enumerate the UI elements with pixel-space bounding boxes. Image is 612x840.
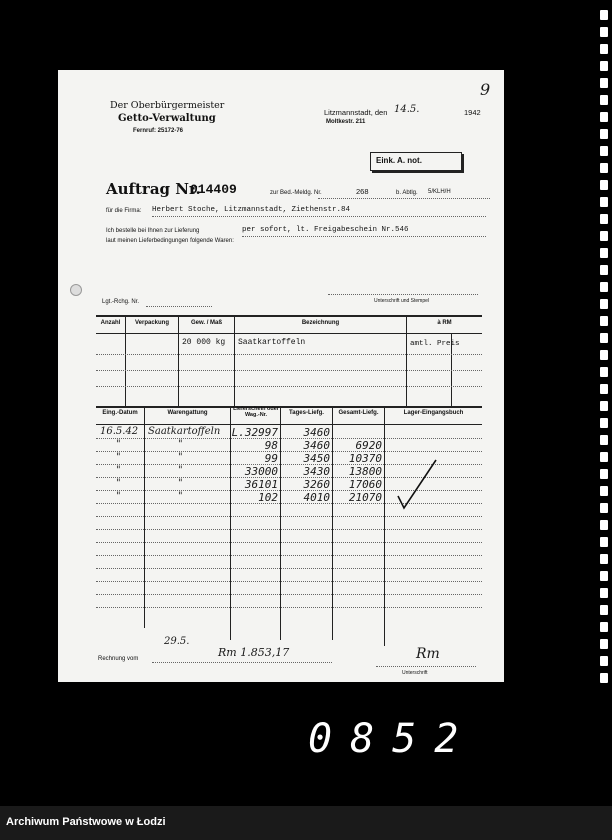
items-row-weight: 20 000 kg bbox=[182, 338, 226, 347]
film-sprocket-hole bbox=[600, 112, 608, 122]
signature-line bbox=[328, 294, 478, 295]
receipt-table-header-bottom bbox=[96, 424, 482, 425]
signature-caption: Unterschrift und Stempel bbox=[374, 298, 430, 304]
film-sprocket-hole bbox=[600, 605, 608, 615]
receipt-row-2-date: " bbox=[116, 439, 121, 450]
film-sprocket-hole bbox=[600, 95, 608, 105]
film-sprocket-hole bbox=[600, 78, 608, 88]
film-sprocket-hole bbox=[600, 622, 608, 632]
receipt-row-2-total: 6920 bbox=[355, 439, 382, 452]
film-sprocket-hole bbox=[600, 299, 608, 309]
lgt-label: Lgt.-Rchg. Nr. bbox=[102, 299, 140, 305]
film-sprocket-hole bbox=[600, 265, 608, 275]
receipt-header-slip: Lieferschein oder Wag.-Nr. bbox=[233, 406, 279, 418]
film-sprocket-hole bbox=[600, 418, 608, 428]
punch-hole bbox=[70, 284, 82, 296]
receipt-row-rule bbox=[96, 516, 482, 517]
film-sprocket-hole bbox=[600, 486, 608, 496]
film-sprocket-hole bbox=[600, 537, 608, 547]
receipt-row-2-slip: 98 bbox=[264, 439, 278, 452]
items-table-header-bottom bbox=[96, 333, 482, 334]
receipt-row-rule bbox=[96, 542, 482, 543]
office-name: Der Oberbürgermeister bbox=[110, 100, 225, 111]
street-address: Moltkestr. 211 bbox=[326, 119, 366, 125]
receipt-header-date: Eing.-Datum bbox=[102, 410, 138, 416]
items-row-rule bbox=[96, 354, 482, 355]
items-col-3 bbox=[234, 315, 235, 406]
receipt-row-1-daily: 3460 bbox=[303, 426, 330, 439]
film-sprocket-hole bbox=[600, 163, 608, 173]
film-sprocket-hole bbox=[600, 435, 608, 445]
items-row-rule bbox=[96, 386, 482, 387]
film-sprocket-hole bbox=[600, 316, 608, 326]
items-table-top bbox=[96, 315, 482, 317]
receipt-row-6-date: " bbox=[116, 491, 121, 502]
film-sprocket-hole bbox=[600, 180, 608, 190]
receipt-header-total: Gesamt-Liefg. bbox=[338, 410, 379, 416]
receipt-row-5-daily: 3260 bbox=[303, 478, 330, 491]
items-header-weight: Gew. / Maß bbox=[190, 320, 223, 326]
archive-name: Archiwum Państwowe w Łodzi bbox=[6, 816, 166, 828]
phone-number: Fernruf: 25172-76 bbox=[133, 128, 184, 134]
year-value: 1942 bbox=[464, 108, 481, 117]
receipt-row-6-total: 21070 bbox=[348, 491, 382, 504]
receipt-row-6-daily: 4010 bbox=[303, 491, 330, 504]
footer-signature-line bbox=[376, 666, 476, 667]
receipt-row-3-slip: 99 bbox=[264, 452, 278, 465]
receipt-col-5 bbox=[384, 406, 385, 646]
receipt-row-rule bbox=[96, 529, 482, 530]
receipt-row-rule bbox=[96, 555, 482, 556]
ref-number: 268 bbox=[356, 187, 369, 196]
receipt-table-top bbox=[96, 406, 482, 408]
receipt-stamp bbox=[370, 152, 462, 171]
film-sprocket-hole bbox=[600, 469, 608, 479]
receipt-row-4-total: 13800 bbox=[348, 465, 382, 478]
film-sprocket-hole bbox=[600, 350, 608, 360]
firm-label: für die Firma: bbox=[106, 208, 142, 214]
receipt-header-ledger: Lager-Eingangsbuch bbox=[403, 410, 464, 416]
section-value: 5/KLH/H bbox=[428, 189, 451, 195]
invoice-date: 29.5. bbox=[164, 636, 190, 647]
delivery-label: Ich bestelle bei Ihnen zur Lieferung bbox=[106, 228, 200, 234]
receipt-row-3-goods: " bbox=[178, 452, 183, 463]
film-sprocket-hole bbox=[600, 384, 608, 394]
receipt-row-5-slip: 36101 bbox=[244, 478, 278, 491]
order-title: Auftrag Nr. bbox=[106, 180, 201, 198]
title-underline bbox=[318, 198, 490, 199]
film-sprocket-hole bbox=[600, 656, 608, 666]
receipt-row-rule bbox=[96, 568, 482, 569]
film-sprocket-hole bbox=[600, 401, 608, 411]
film-sprocket-hole bbox=[600, 571, 608, 581]
receipt-row-rule bbox=[96, 438, 482, 439]
invoice-amount: Rm 1.853,17 bbox=[218, 646, 290, 659]
receipt-row-rule bbox=[96, 581, 482, 582]
invoice-underline bbox=[152, 662, 332, 663]
receipt-row-4-daily: 3430 bbox=[303, 465, 330, 478]
items-header-packaging: Verpackung bbox=[134, 320, 169, 326]
frame-number-strip bbox=[262, 700, 612, 784]
items-col-2 bbox=[178, 315, 179, 406]
check-mark-icon bbox=[394, 456, 440, 512]
film-sprocket-hole bbox=[600, 367, 608, 377]
items-row-description: Saatkartoffeln bbox=[238, 338, 306, 347]
receipt-row-1-date: 16.5.42 bbox=[100, 426, 139, 437]
receipt-row-4-goods: " bbox=[178, 465, 183, 476]
frame-number: 0852 bbox=[308, 716, 477, 762]
terms-line: laut meinen Lieferbedingungen folgende Waren: bbox=[106, 238, 234, 244]
firm-underline bbox=[152, 216, 486, 217]
receipt-col-4 bbox=[332, 406, 333, 640]
city-label: Litzmannstadt, den bbox=[324, 108, 388, 117]
footer-signature-caption: Unterschrift bbox=[402, 670, 428, 676]
receipt-row-rule bbox=[96, 451, 482, 452]
items-header-price: à RM bbox=[437, 320, 452, 326]
section-label: b. Abtlg. bbox=[396, 190, 418, 196]
film-sprocket-hole bbox=[600, 146, 608, 156]
film-sprocket-hole bbox=[600, 639, 608, 649]
invoice-label: Rechnung vom bbox=[98, 656, 139, 662]
receipt-row-rule bbox=[96, 594, 482, 595]
receipt-row-3-total: 10370 bbox=[348, 452, 382, 465]
page-mark: 9 bbox=[480, 80, 491, 99]
film-sprocket-hole bbox=[600, 214, 608, 224]
items-col-1 bbox=[125, 315, 126, 406]
receipt-row-4-date: " bbox=[116, 465, 121, 476]
receipt-header-goods: Warengattung bbox=[167, 410, 208, 416]
film-sprocket-hole bbox=[600, 44, 608, 54]
items-header-description: Bezeichnung bbox=[301, 320, 340, 326]
film-sprocket-hole bbox=[600, 503, 608, 513]
receipt-header-daily: Tages-Liefg. bbox=[289, 410, 324, 416]
order-number: 014409 bbox=[190, 182, 237, 197]
film-sprocket-hole bbox=[600, 333, 608, 343]
delivery-underline bbox=[242, 236, 486, 237]
firm-value: Herbert Stoche, Litzmannstadt, Ziethenstr.84 bbox=[152, 206, 351, 214]
receipt-row-2-daily: 3460 bbox=[303, 439, 330, 452]
film-sprocket-hole bbox=[600, 248, 608, 258]
receipt-row-3-date: " bbox=[116, 452, 121, 463]
film-sprocket-hole bbox=[600, 673, 608, 683]
ref-label: zur Bed.-Meldg. Nr. bbox=[270, 190, 322, 196]
receipt-row-6-goods: " bbox=[178, 491, 183, 502]
receipt-row-5-date: " bbox=[116, 478, 121, 489]
items-row-rule bbox=[96, 370, 482, 371]
items-header-count: Anzahl bbox=[100, 320, 121, 326]
film-sprocket-hole bbox=[600, 231, 608, 241]
order-document bbox=[58, 70, 504, 682]
receipt-row-5-total: 17060 bbox=[348, 478, 382, 491]
lgt-underline bbox=[146, 306, 212, 307]
film-sprocket-hole bbox=[600, 129, 608, 139]
date-value: 14.5. bbox=[394, 104, 420, 115]
stamp-text: Eink. A. not. bbox=[376, 156, 422, 165]
receipt-row-1-goods: Saatkartoffeln bbox=[148, 426, 221, 437]
film-sprocket-hole bbox=[600, 520, 608, 530]
film-sprocket-hole bbox=[600, 61, 608, 71]
film-sprocket-hole bbox=[600, 554, 608, 564]
receipt-row-2-goods: " bbox=[178, 439, 183, 450]
film-sprocket-hole bbox=[600, 27, 608, 37]
delivery-value: per sofort, lt. Freigabeschein Nr.546 bbox=[242, 226, 409, 234]
receipt-row-5-goods: " bbox=[178, 478, 183, 489]
receipt-row-4-slip: 33000 bbox=[244, 465, 278, 478]
film-sprocket-hole bbox=[600, 10, 608, 20]
film-sprocket-hole bbox=[600, 452, 608, 462]
film-sprocket-hole bbox=[600, 282, 608, 292]
handwritten-signature: Rm bbox=[416, 646, 440, 662]
department-name: Getto-Verwaltung bbox=[118, 113, 216, 124]
items-col-4 bbox=[406, 315, 407, 406]
film-sprocket-hole bbox=[600, 588, 608, 598]
items-row-price: amtl. Preis bbox=[410, 340, 460, 348]
receipt-row-3-daily: 3450 bbox=[303, 452, 330, 465]
receipt-row-1-slip: L.32997 bbox=[231, 426, 278, 439]
receipt-row-rule bbox=[96, 607, 482, 608]
film-sprocket-hole bbox=[600, 197, 608, 207]
receipt-row-6-slip: 102 bbox=[258, 491, 278, 504]
receipt-col-3 bbox=[280, 406, 281, 640]
